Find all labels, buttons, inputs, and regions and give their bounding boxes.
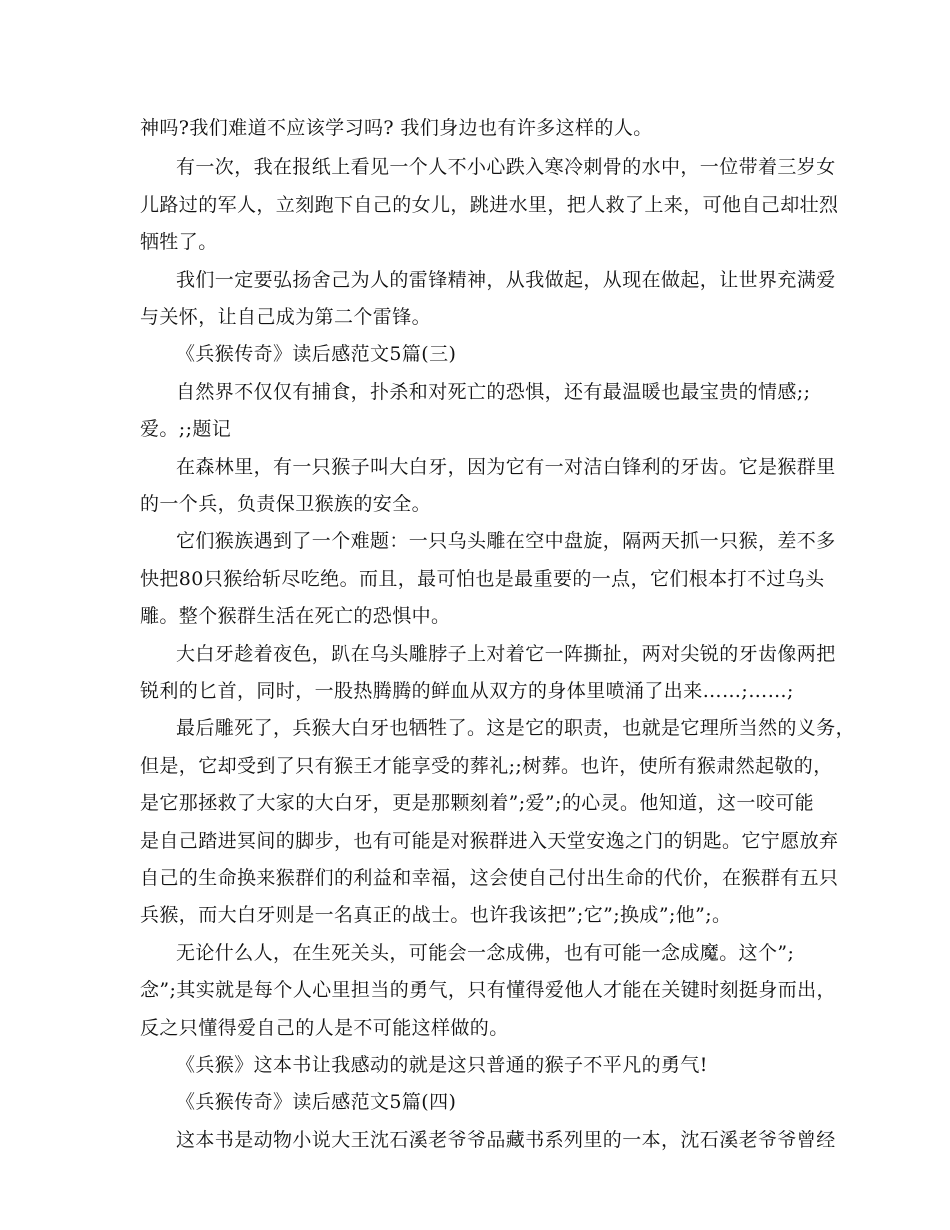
text-line: 锐利的匕首，同时，一股热腾腾的鲜血从双方的身体里喷涌了出来……;……; bbox=[140, 680, 794, 702]
paragraph-start: 无论什么人，在生死关头，可能会一念成佛，也有可能一念成魔。这个”; bbox=[176, 942, 795, 964]
paragraph-start: 我们一定要弘扬舍己为人的雷锋精神，从我做起，从现在做起，让世界充满爱 bbox=[176, 269, 836, 291]
text-line: 与关怀，让自己成为第二个雷锋。 bbox=[140, 306, 432, 328]
text-line: 反之只懂得爱自己的人是不可能这样做的。 bbox=[140, 1017, 509, 1039]
text-line: 兵猴，而大白牙则是一名真正的战士。也许我该把”;它”;换成”;他”;。 bbox=[140, 904, 732, 926]
text-line: 念”;其实就是每个人心里担当的勇气，只有懂得爱他人才能在关键时刻挺身而出， bbox=[140, 979, 836, 1001]
text-line: 儿路过的军人，立刻跑下自己的女儿，跳进水里，把人救了上来，可他自己却壮烈 bbox=[140, 194, 839, 216]
text-line: 是自己踏进冥间的脚步，也有可能是对猴群进入天堂安逸之门的钥匙。它宁愿放弃 bbox=[140, 830, 839, 852]
text-line: 自己的生命换来猴群们的利益和幸福，这会使自己付出生命的代价，在猴群有五只 bbox=[140, 867, 839, 889]
text-line: 爱。;;题记 bbox=[140, 418, 232, 440]
paragraph-start: 它们猴族遇到了一个难题：一只乌头雕在空中盘旋，隔两天抓一只猴，差不多 bbox=[176, 530, 836, 552]
paragraph-start: 《兵猴》这本书让我感动的就是这只普通的猴子不平凡的勇气! bbox=[176, 1054, 708, 1076]
text-line: 是它那拯救了大家的大白牙，更是那颗刻着”;爱”;的心灵。他知道，这一咬可能 bbox=[140, 792, 815, 814]
paragraph-start: 最后雕死了，兵猴大白牙也牺牲了。这是它的职责，也就是它理所当然的义务， bbox=[176, 717, 856, 739]
paragraph-start: 有一次，我在报纸上看见一个人不小心跌入寒冷刺骨的水中，一位带着三岁女 bbox=[176, 156, 836, 178]
text-line: 雕。整个猴群生活在死亡的恐惧中。 bbox=[140, 605, 451, 627]
paragraph-start: 在森林里，有一只猴子叫大白牙，因为它有一对洁白锋利的牙齿。它是猴群里 bbox=[176, 456, 836, 478]
text-line: 牺牲了。 bbox=[140, 231, 218, 253]
text-line: 神吗?我们难道不应该学习吗? 我们身边也有许多这样的人。 bbox=[140, 117, 653, 139]
paragraph-start: 这本书是动物小说大王沈石溪老爷爷品藏书系列里的一本，沈石溪老爷爷曾经 bbox=[176, 1129, 836, 1151]
section-heading-3: 《兵猴传奇》读后感范文5篇(三) bbox=[176, 343, 457, 365]
section-heading-4: 《兵猴传奇》读后感范文5篇(四) bbox=[176, 1091, 457, 1113]
paragraph-start: 大白牙趁着夜色，趴在乌头雕脖子上对着它一阵撕扯，两对尖锐的牙齿像两把 bbox=[176, 643, 836, 665]
text-line: 但是，它却受到了只有猴王才能享受的葬礼;;树葬。也许，使所有猴肃然起敬的， bbox=[140, 755, 833, 777]
paragraph-start: 自然界不仅仅有捕食，扑杀和对死亡的恐惧，还有最温暖也最宝贵的情感;; bbox=[176, 381, 811, 403]
text-line: 的一个兵，负责保卫猴族的安全。 bbox=[140, 493, 432, 515]
text-line: 快把80只猴给斩尽吃绝。而且，最可怕也是最重要的一点，它们根本打不过乌头 bbox=[140, 568, 825, 590]
